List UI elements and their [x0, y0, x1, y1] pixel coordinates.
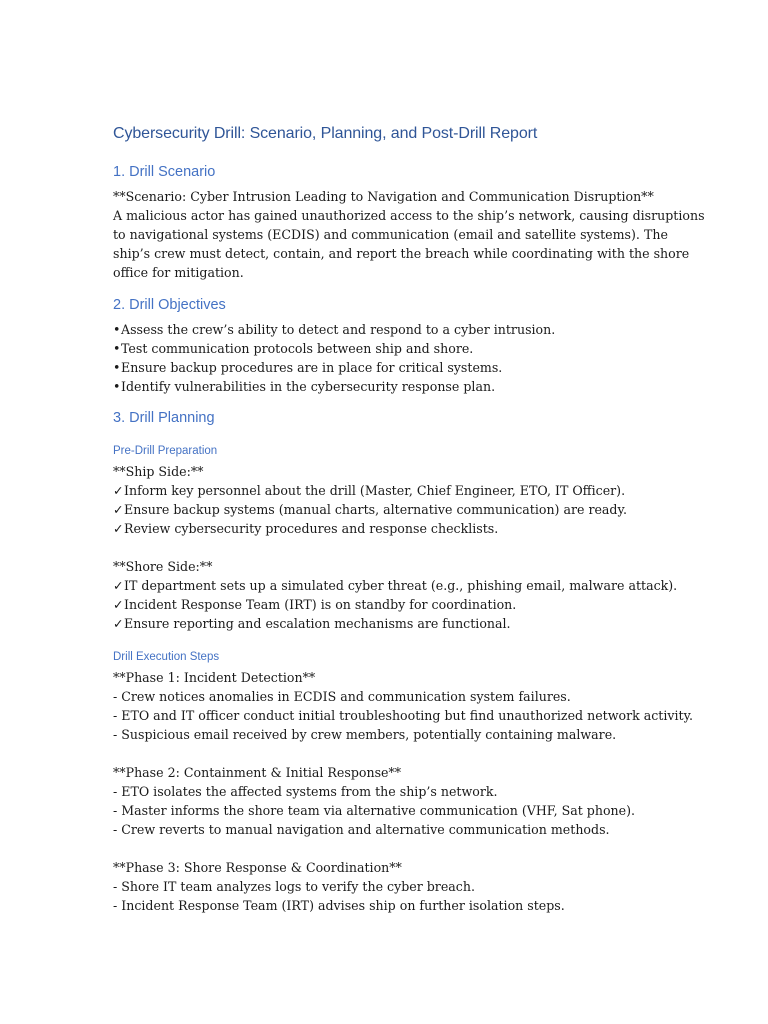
scenario-paragraph-line: A malicious actor has gained unauthorized access to the ship’s network, causing disruptions — [113, 208, 705, 223]
checklist-item — [113, 519, 673, 538]
checklist-item — [113, 481, 673, 500]
objective-item — [113, 339, 673, 358]
objective-text: Assess the crew’s ability to detect and respond to a cyber intrusion. — [121, 322, 556, 337]
scenario-paragraph-line: ship’s crew must detect, contain, and report the breach while coordinating with the shore — [113, 246, 690, 261]
spacer — [113, 744, 673, 763]
drill-scenario-heading: 1. Drill Scenario — [113, 164, 216, 180]
phase-item: - Master informs the shore team via alternative communication (VHF, Sat phone). — [113, 803, 636, 818]
phase-item: - Incident Response Team (IRT) advises ship on further isolation steps. — [113, 898, 565, 913]
scenario-paragraph-line: office for mitigation. — [113, 265, 244, 280]
bullet-icon: • — [113, 379, 121, 394]
scenario-title-line: **Scenario: Cyber Intrusion Leading to Navigation and Communication Disruption** — [113, 189, 654, 204]
drill-objectives-heading: 2. Drill Objectives — [113, 297, 226, 313]
checklist-text: Incident Response Team (IRT) is on standby for coordination. — [124, 597, 517, 612]
drill-scenario-section — [113, 161, 705, 282]
phase-1-label: **Phase 1: Incident Detection** — [113, 670, 316, 685]
checklist-item — [113, 576, 678, 595]
phase-item: - ETO and IT officer conduct initial troubleshooting but find unauthorized network activity. — [113, 708, 694, 723]
checklist-item — [113, 500, 673, 519]
checkmark-icon: ✓ — [113, 483, 124, 498]
checkmark-icon: ✓ — [113, 616, 124, 631]
phase-item: - Crew reverts to manual navigation and alternative communication methods. — [113, 822, 610, 837]
shore-side-label: **Shore Side:** — [113, 559, 213, 574]
ship-side-label: **Ship Side:** — [113, 464, 204, 479]
checklist-text: Ensure backup systems (manual charts, alternative communication) are ready. — [124, 502, 627, 517]
phase-item: - Suspicious email received by crew members, potentially containing malware. — [113, 727, 617, 742]
checkmark-icon: ✓ — [113, 597, 124, 612]
objective-text: Identify vulnerabilities in the cybersecurity response plan. — [121, 379, 496, 394]
checklist-text: Ensure reporting and escalation mechanisms are functional. — [124, 616, 511, 631]
checkmark-icon: ✓ — [113, 521, 124, 536]
checklist-item — [113, 595, 673, 614]
bullet-icon: • — [113, 322, 121, 337]
bullet-icon: • — [113, 360, 121, 375]
objective-text: Ensure backup procedures are in place for critical systems. — [121, 360, 503, 375]
drill-objectives-section — [113, 294, 673, 396]
scenario-paragraph-line: to navigational systems (ECDIS) and communication (email and satellite systems). The — [113, 227, 668, 242]
phase-3-label: **Phase 3: Shore Response & Coordination** — [113, 860, 402, 875]
drill-planning-section — [113, 407, 678, 633]
drill-execution-steps-heading: Drill Execution Steps — [113, 651, 220, 663]
bullet-icon: • — [113, 341, 121, 356]
spacer — [113, 839, 673, 858]
checklist-text: Inform key personnel about the drill (Master, Chief Engineer, ETO, IT Officer). — [124, 483, 626, 498]
phase-item: - Crew notices anomalies in ECDIS and communication system failures. — [113, 689, 571, 704]
phase-2-label: **Phase 2: Containment & Initial Response** — [113, 765, 402, 780]
checklist-text: IT department sets up a simulated cyber threat (e.g., phishing email, malware attack). — [124, 578, 678, 593]
spacer — [113, 538, 673, 557]
phase-item: - ETO isolates the affected systems from the ship’s network. — [113, 784, 498, 799]
objective-item — [113, 377, 673, 396]
objective-text: Test communication protocols between ship and shore. — [121, 341, 474, 356]
drill-execution-section — [113, 649, 694, 915]
pre-drill-preparation-heading: Pre-Drill Preparation — [113, 445, 218, 457]
document-title: Cybersecurity Drill: Scenario, Planning, and Post-Drill Report — [113, 125, 538, 142]
drill-planning-heading: 3. Drill Planning — [113, 410, 215, 426]
checklist-item — [113, 614, 673, 633]
objective-item — [113, 358, 673, 377]
objective-item — [113, 320, 673, 339]
checklist-text: Review cybersecurity procedures and response checklists. — [124, 521, 499, 536]
checkmark-icon: ✓ — [113, 502, 124, 517]
phase-item: - Shore IT team analyzes logs to verify the cyber breach. — [113, 879, 475, 894]
checkmark-icon: ✓ — [113, 578, 124, 593]
